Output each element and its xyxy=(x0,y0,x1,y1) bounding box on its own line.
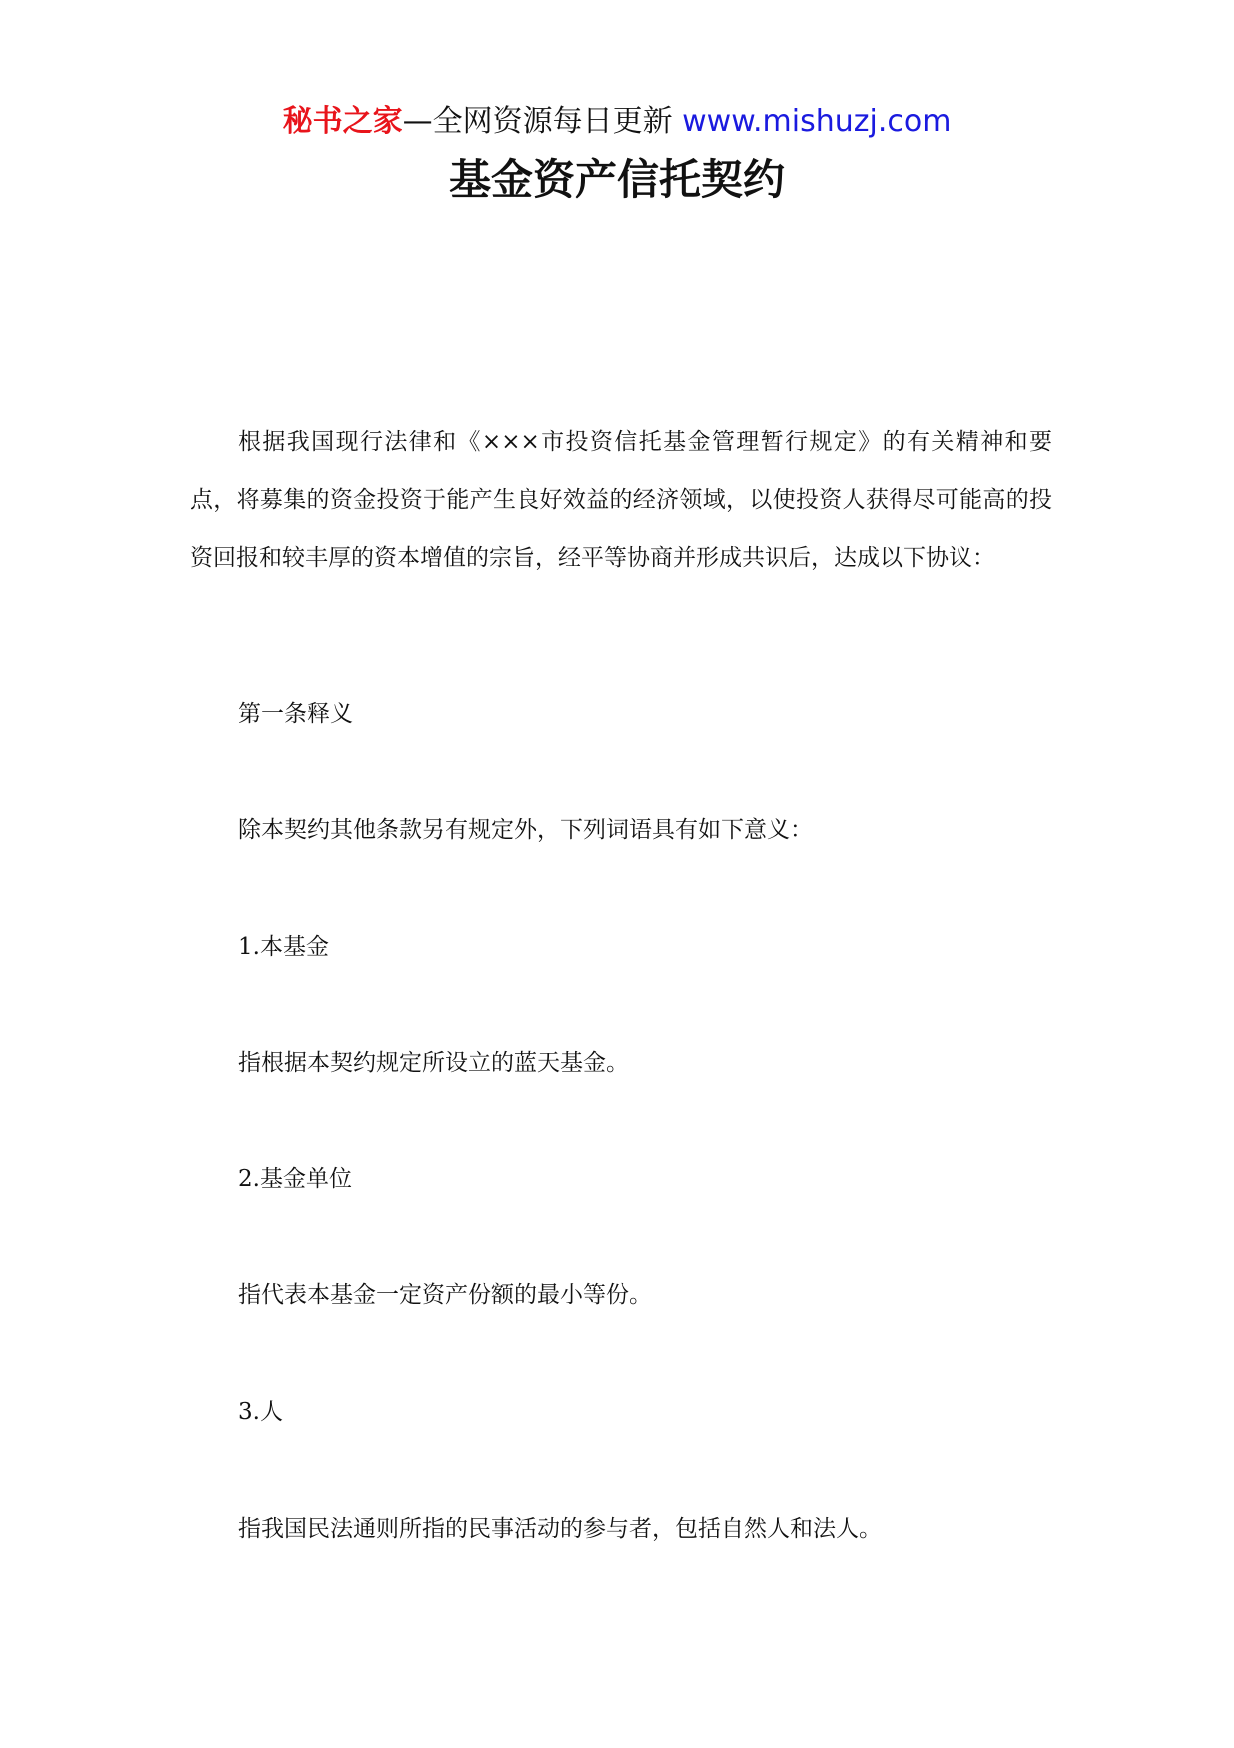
body-line: 指根据本契约规定所设立的蓝天基金。 xyxy=(238,1050,629,1076)
site-header xyxy=(0,102,1234,142)
intro-paragraph: 根据我国现行法律和《×××市投资信托基金管理暂行规定》的有关精神和要点，将募集的资金投资于能产生良好效益的经济领域，以使投资人获得尽可能高的投资回报和较丰厚的资本增值的宗旨，经平等协商并形成共识后，达成以下协议： xyxy=(190,429,1052,571)
site-brand: 秘书之家 xyxy=(282,104,403,139)
article-heading: 第一条释义 xyxy=(238,701,353,727)
body-line: 除本契约其他条款另有规定外，下列词语具有如下意义： xyxy=(238,817,813,843)
term-heading: 2.基金单位 xyxy=(238,1166,352,1192)
body-line: 指我国民法通则所指的民事活动的参与者，包括自然人和法人。 xyxy=(238,1516,882,1542)
site-slogan: —全网资源每日更新 xyxy=(402,104,683,139)
body-line: 指代表本基金一定资产份额的最小等份。 xyxy=(238,1282,652,1308)
document-title: 基金资产信托契约 xyxy=(448,155,785,204)
term-heading: 1.本基金 xyxy=(238,934,329,960)
site-url-link[interactable]: www.mishuzj.com xyxy=(682,104,952,139)
term-heading: 3.人 xyxy=(238,1399,283,1425)
